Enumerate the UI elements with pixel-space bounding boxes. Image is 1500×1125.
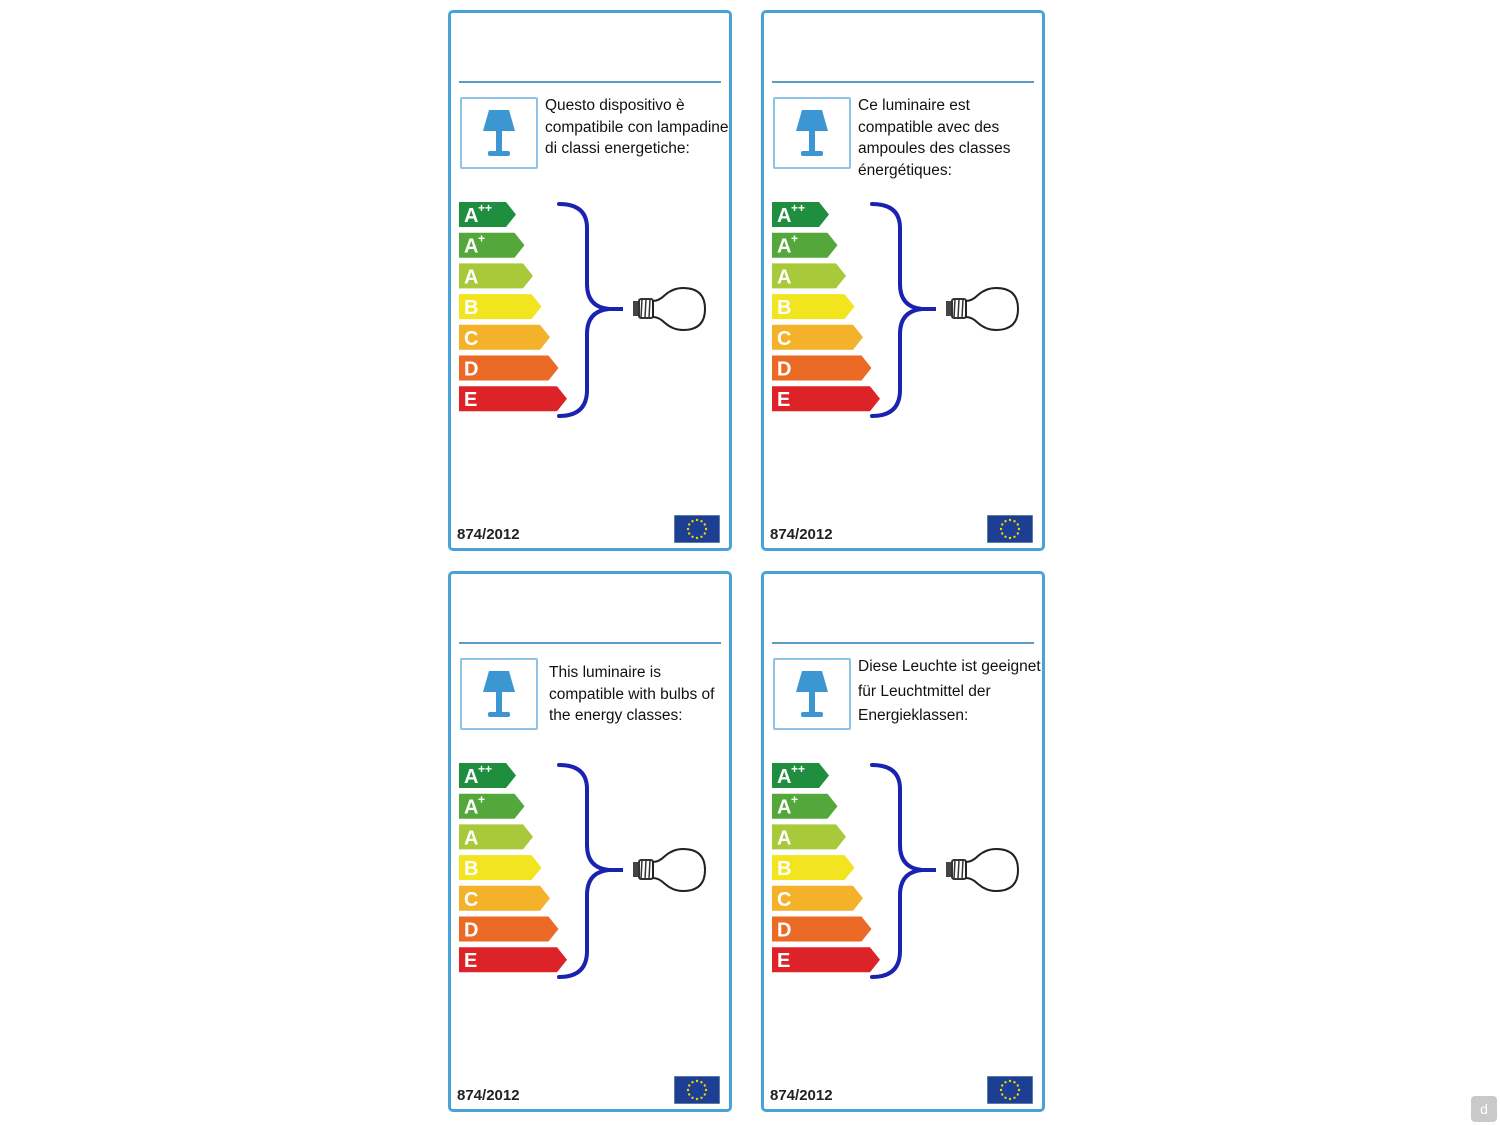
eu-star bbox=[704, 1093, 706, 1095]
eu-star bbox=[1001, 1084, 1003, 1086]
regulation-number: 874/2012 bbox=[457, 526, 520, 543]
svg-text:A: A bbox=[464, 205, 479, 227]
eu-star bbox=[704, 1084, 706, 1086]
energy-class-6 bbox=[772, 356, 872, 381]
eu-star bbox=[1009, 537, 1011, 539]
svg-text:A: A bbox=[464, 266, 479, 289]
eu-star bbox=[696, 519, 698, 521]
eu-star bbox=[688, 523, 690, 525]
eu-star bbox=[1013, 520, 1015, 522]
energy-class-1 bbox=[772, 763, 829, 788]
energy-scale-graphic bbox=[459, 202, 719, 432]
svg-text:E: E bbox=[464, 950, 478, 973]
energy-class-3 bbox=[772, 263, 846, 288]
regulation-number: 874/2012 bbox=[457, 1087, 520, 1104]
eu-star bbox=[687, 528, 689, 530]
eu-star bbox=[688, 532, 690, 534]
eu-star bbox=[705, 528, 707, 530]
eu-star bbox=[1001, 1093, 1003, 1095]
energy-scale-graphic bbox=[459, 763, 719, 993]
svg-text:A: A bbox=[777, 796, 792, 819]
svg-text:B: B bbox=[777, 297, 792, 320]
eu-star bbox=[1000, 528, 1002, 530]
svg-text:B: B bbox=[777, 858, 792, 881]
energy-class-4 bbox=[772, 294, 855, 319]
eu-star bbox=[696, 1098, 698, 1100]
eu-star bbox=[696, 1080, 698, 1082]
svg-text:B: B bbox=[464, 858, 479, 881]
eu-star bbox=[1017, 523, 1019, 525]
svg-text:A: A bbox=[777, 235, 792, 258]
eu-star bbox=[700, 536, 702, 538]
eu-star bbox=[691, 1081, 693, 1083]
eu-star bbox=[688, 1084, 690, 1086]
eu-star bbox=[1018, 528, 1020, 530]
energy-label-en bbox=[448, 571, 732, 1112]
energy-class-1 bbox=[459, 202, 516, 227]
svg-text:+: + bbox=[791, 231, 799, 246]
watermark-badge: d bbox=[1471, 1096, 1497, 1122]
energy-class-5 bbox=[772, 325, 863, 350]
svg-text:++: ++ bbox=[478, 202, 493, 215]
svg-text:B: B bbox=[464, 297, 479, 320]
header-divider bbox=[459, 642, 721, 644]
compatibility-text: Diese Leuchte ist geeignet für Leuchtmittel der Energieklassen: bbox=[858, 658, 1041, 724]
svg-text:A: A bbox=[777, 205, 792, 227]
eu-star bbox=[1017, 1093, 1019, 1095]
energy-class-4 bbox=[459, 294, 542, 319]
lamp-icon bbox=[460, 97, 538, 169]
brace-shape bbox=[872, 204, 922, 416]
lamp-icon bbox=[773, 97, 851, 169]
eu-star bbox=[1009, 519, 1011, 521]
energy-class-3 bbox=[772, 824, 846, 849]
eu-star bbox=[1004, 1097, 1006, 1099]
eu-star bbox=[1018, 1089, 1020, 1091]
svg-text:E: E bbox=[777, 950, 791, 973]
eu-star bbox=[691, 520, 693, 522]
svg-text:D: D bbox=[777, 919, 792, 942]
eu-star bbox=[1009, 1080, 1011, 1082]
compatibility-text: Ce luminaire est compatible avec des ampoules des classes énergétiques: bbox=[858, 97, 1011, 179]
eu-star bbox=[687, 1089, 689, 1091]
light-bulb-icon bbox=[633, 288, 705, 330]
eu-star bbox=[1000, 1089, 1002, 1091]
svg-text:+: + bbox=[791, 792, 799, 807]
energy-class-7 bbox=[772, 386, 880, 411]
energy-label-it bbox=[448, 10, 732, 551]
svg-text:C: C bbox=[464, 327, 479, 350]
energy-label-fr bbox=[761, 10, 1045, 551]
svg-text:D: D bbox=[464, 358, 479, 381]
eu-star bbox=[688, 1093, 690, 1095]
eu-flag-icon bbox=[987, 515, 1033, 543]
light-bulb-icon bbox=[633, 849, 705, 891]
eu-star bbox=[700, 1081, 702, 1083]
energy-scale-graphic bbox=[772, 763, 1032, 993]
energy-class-5 bbox=[459, 325, 550, 350]
energy-class-1 bbox=[772, 202, 829, 227]
energy-scale-graphic bbox=[772, 202, 1032, 432]
energy-class-2 bbox=[459, 793, 525, 819]
eu-star bbox=[700, 520, 702, 522]
energy-class-4 bbox=[772, 855, 855, 880]
eu-star bbox=[691, 536, 693, 538]
svg-text:D: D bbox=[464, 919, 479, 942]
energy-class-4 bbox=[459, 855, 542, 880]
eu-star bbox=[696, 537, 698, 539]
svg-text:A: A bbox=[777, 266, 792, 289]
energy-class-6 bbox=[459, 356, 559, 381]
energy-class-6 bbox=[772, 917, 872, 942]
svg-text:A: A bbox=[464, 235, 479, 258]
header-divider bbox=[772, 642, 1034, 644]
regulation-number: 874/2012 bbox=[770, 1087, 833, 1104]
svg-text:++: ++ bbox=[478, 763, 493, 776]
eu-star bbox=[1004, 520, 1006, 522]
eu-star bbox=[1013, 536, 1015, 538]
energy-class-3 bbox=[459, 824, 533, 849]
eu-star bbox=[1001, 523, 1003, 525]
compatibility-text: This luminaire is compatible with bulbs of the energy classes: bbox=[549, 664, 715, 724]
svg-text:E: E bbox=[464, 389, 478, 412]
light-bulb-icon bbox=[946, 288, 1018, 330]
svg-text:C: C bbox=[777, 888, 792, 911]
svg-text:A: A bbox=[777, 766, 792, 788]
lamp-icon bbox=[460, 658, 538, 730]
energy-class-7 bbox=[459, 386, 567, 411]
svg-text:A: A bbox=[464, 766, 479, 788]
eu-star bbox=[1017, 532, 1019, 534]
energy-class-1 bbox=[459, 763, 516, 788]
energy-class-7 bbox=[772, 947, 880, 972]
regulation-number: 874/2012 bbox=[770, 526, 833, 543]
eu-star bbox=[1013, 1081, 1015, 1083]
light-bulb-icon bbox=[946, 849, 1018, 891]
eu-star bbox=[1004, 1081, 1006, 1083]
eu-flag-icon bbox=[674, 1076, 720, 1104]
eu-star bbox=[1013, 1097, 1015, 1099]
svg-text:D: D bbox=[777, 358, 792, 381]
energy-label-de bbox=[761, 571, 1045, 1112]
energy-class-6 bbox=[459, 917, 559, 942]
energy-class-2 bbox=[772, 232, 838, 258]
svg-text:+: + bbox=[478, 231, 486, 246]
header-divider bbox=[772, 81, 1034, 83]
svg-text:C: C bbox=[464, 888, 479, 911]
eu-star bbox=[700, 1097, 702, 1099]
eu-star bbox=[704, 523, 706, 525]
svg-text:A: A bbox=[777, 827, 792, 850]
eu-star bbox=[704, 532, 706, 534]
energy-class-5 bbox=[459, 886, 550, 911]
energy-class-2 bbox=[772, 793, 838, 819]
eu-star bbox=[1017, 1084, 1019, 1086]
eu-flag-icon bbox=[987, 1076, 1033, 1104]
compatibility-text: Questo dispositivo è compatibile con lampadine di classi energetiche: bbox=[545, 97, 729, 157]
energy-class-3 bbox=[459, 263, 533, 288]
svg-text:++: ++ bbox=[791, 202, 806, 215]
svg-text:E: E bbox=[777, 389, 791, 412]
svg-text:A: A bbox=[464, 796, 479, 819]
svg-text:A: A bbox=[464, 827, 479, 850]
brace-shape bbox=[559, 204, 609, 416]
eu-star bbox=[1004, 536, 1006, 538]
brace-shape bbox=[559, 765, 609, 977]
header-divider bbox=[459, 81, 721, 83]
energy-class-7 bbox=[459, 947, 567, 972]
svg-text:+: + bbox=[478, 792, 486, 807]
energy-class-2 bbox=[459, 232, 525, 258]
energy-class-5 bbox=[772, 886, 863, 911]
lamp-icon bbox=[773, 658, 851, 730]
svg-text:++: ++ bbox=[791, 763, 806, 776]
eu-star bbox=[1009, 1098, 1011, 1100]
eu-flag-icon bbox=[674, 515, 720, 543]
svg-text:C: C bbox=[777, 327, 792, 350]
eu-star bbox=[691, 1097, 693, 1099]
eu-star bbox=[705, 1089, 707, 1091]
brace-shape bbox=[872, 765, 922, 977]
eu-star bbox=[1001, 532, 1003, 534]
